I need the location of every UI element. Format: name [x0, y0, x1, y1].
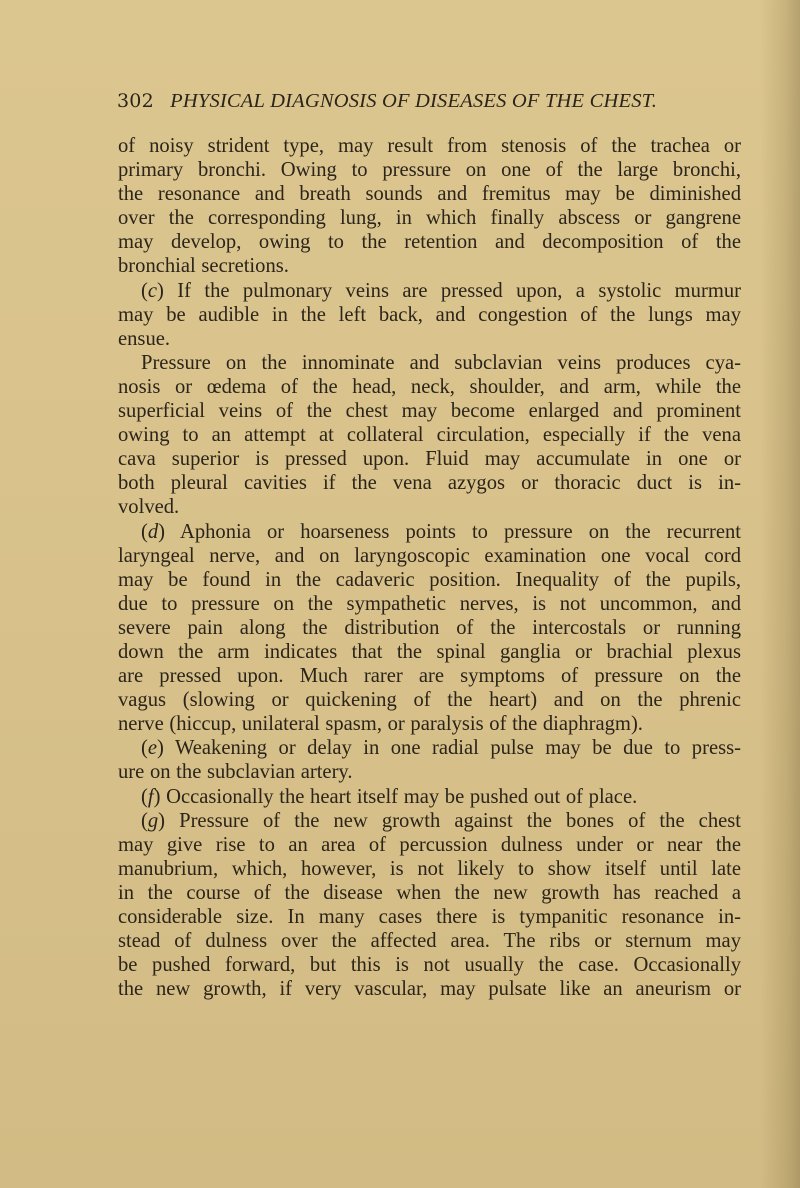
line-text: due to pressure on the sympathetic nerves, is not uncommon, and: [118, 592, 741, 615]
text-line: [118, 760, 741, 784]
text-line: [118, 495, 741, 519]
text-line: [118, 640, 741, 664]
line-text: may give rise to an area of percussion dulness under or near the: [118, 833, 741, 856]
line-text: of noisy strident type, may result from stenosis of the trachea or: [118, 135, 741, 157]
text-line: [118, 134, 741, 158]
line-text: primary bronchi. Owing to pressure on one of the large bronchi,: [118, 159, 741, 182]
text-line: [118, 230, 741, 254]
text-line: [118, 929, 741, 953]
line-text: manubrium, which, however, is not likely to show itself until late: [118, 857, 741, 880]
line-text: Pressure of the new growth against the bones of the chest: [165, 809, 741, 832]
text-line: [118, 182, 741, 206]
line-text: severe pain along the distribution of the intercostals or running: [118, 616, 741, 639]
line-text: nosis or œdema of the head, neck, shoulder, and arm, while the: [118, 375, 741, 398]
text-line: [118, 881, 741, 905]
text-line: [118, 158, 741, 182]
text-line: [118, 520, 741, 544]
text-line: [118, 303, 741, 327]
line-text: stead of dulness over the affected area. The ribs or sternum may: [118, 930, 741, 953]
line-text: Occasionally the heart itself may be pushed out of place.: [160, 785, 638, 808]
running-head: [117, 90, 757, 113]
line-text: both pleural cavities if the vena azygos or thoracic duct is in-: [118, 472, 741, 495]
page-number: 302: [117, 90, 154, 112]
text-line: [118, 688, 741, 712]
body-text: [118, 134, 741, 1001]
line-text: Aphonia or hoarseness points to pressure on the recurrent: [165, 520, 741, 543]
text-line: [118, 447, 741, 471]
text-line: [118, 351, 741, 375]
line-text: are pressed upon. Much rarer are symptoms of pressure on the: [118, 665, 741, 688]
text-line: [118, 592, 741, 616]
line-text: nerve (hiccup, unilateral spasm, or paralysis of the diaphragm).: [118, 713, 643, 736]
text-line: [118, 616, 741, 640]
line-text: over the corresponding lung, in which finally abscess or gangrene: [118, 207, 741, 230]
line-text: down the arm indicates that the spinal ganglia or brachial plexus: [118, 640, 741, 663]
text-line: [118, 785, 741, 809]
text-line: [118, 399, 741, 423]
line-text: If the pulmonary veins are pressed upon, a systolic murmur: [163, 279, 741, 302]
line-text: superficial veins of the chest may become enlarged and prominent: [118, 400, 741, 423]
line-text: cava superior is pressed upon. Fluid may accumulate in one or: [118, 448, 741, 471]
paragraph-label: (e): [141, 737, 164, 760]
text-line: [118, 206, 741, 230]
line-text: may develop, owing to the retention and decomposition of the: [118, 231, 741, 254]
line-text: the new growth, if very vascular, may pulsate like an aneurism or: [118, 978, 741, 1001]
line-text: ure on the subclavian artery.: [118, 761, 353, 784]
text-line: [118, 423, 741, 447]
text-line: [118, 905, 741, 929]
paragraph-label: (g): [141, 809, 166, 832]
text-line: [118, 568, 741, 592]
text-line: [118, 254, 741, 278]
line-text: volved.: [118, 496, 180, 519]
text-line: [118, 857, 741, 881]
line-text: in the course of the disease when the new growth has reached a: [118, 881, 741, 904]
paragraph-label: (c): [141, 279, 164, 302]
line-text: may be found in the cadaveric position. Inequality of the pupils,: [118, 568, 741, 591]
text-line: [118, 279, 741, 303]
text-line: [118, 953, 741, 977]
text-line: [118, 712, 741, 736]
text-line: [118, 471, 741, 495]
line-text: the resonance and breath sounds and fremitus may be diminished: [118, 183, 741, 206]
text-line: [118, 664, 741, 688]
line-text: Pressure on the innominate and subclavian veins produces cya-: [141, 351, 741, 374]
line-text: owing to an attempt at collateral circulation, especially if the vena: [118, 424, 741, 447]
line-text: ensue.: [118, 327, 171, 350]
line-text: laryngeal nerve, and on laryngoscopic examination one vocal cord: [118, 544, 741, 567]
text-line: [118, 375, 741, 399]
paragraph-label: (d): [141, 520, 166, 543]
line-text: bronchial secretions.: [118, 255, 289, 278]
running-title: PHYSICAL DIAGNOSIS OF DISEASES OF THE CHEST.: [170, 90, 658, 112]
line-text: may be audible in the left back, and congestion of the lungs may: [118, 303, 741, 326]
line-text: considerable size. In many cases there is tympanitic resonance in-: [118, 906, 741, 928]
line-text: vagus (slowing or quickening of the heart) and on the phrenic: [118, 689, 741, 712]
text-line: [118, 977, 741, 1001]
paragraph-label: (f): [141, 785, 161, 808]
line-text: be pushed forward, but this is not usually the case. Occasionally: [118, 954, 741, 977]
line-text: Weakening or delay in one radial pulse may be due to press-: [163, 737, 741, 760]
text-line: [118, 544, 741, 568]
text-line: [118, 327, 741, 351]
text-line: [118, 809, 741, 833]
text-line: [118, 833, 741, 857]
text-line: [118, 736, 741, 760]
